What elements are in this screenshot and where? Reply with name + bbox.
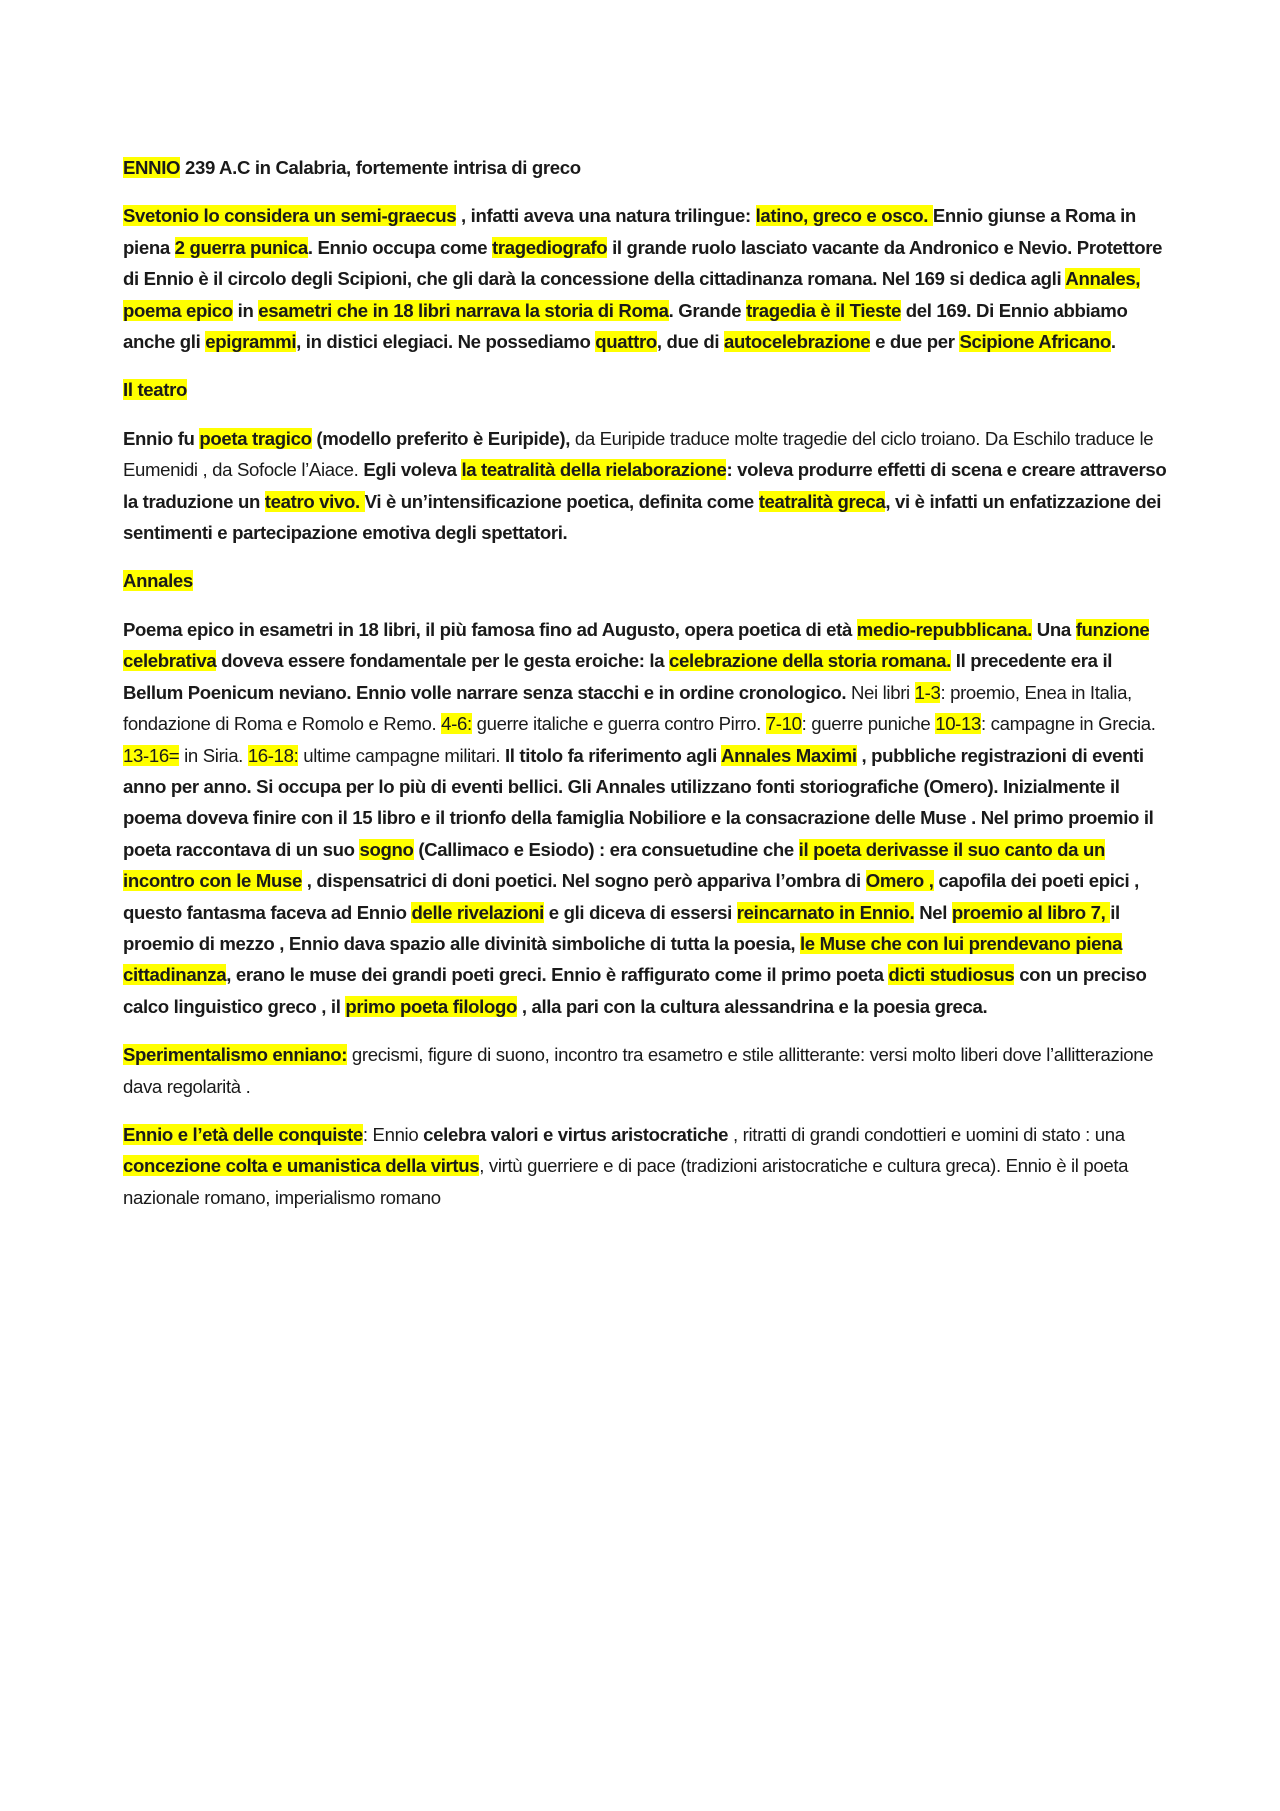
highlighted-text: Ennio e l’età delle conquiste	[123, 1123, 363, 1145]
highlighted-text: 4-6:	[441, 713, 472, 735]
text-run: Poema epico in esametri in 18 libri, il più famosa fino ad Augusto, opera poetica di età	[123, 618, 857, 640]
teatro-paragraph	[123, 423, 1173, 549]
highlighted-text: Omero ,	[865, 870, 934, 892]
text-run: . Ennio occupa come	[307, 236, 492, 258]
text-run: celebra valori e virtus aristocratiche	[423, 1123, 729, 1145]
highlighted-text: 10-13	[935, 713, 982, 735]
text-run: : Ennio	[362, 1123, 424, 1145]
highlighted-text: la teatralità della rielaborazione	[461, 459, 727, 481]
text-run: , due di	[656, 331, 724, 353]
text-run: , alla pari con la cultura alessandrina e la poesia greca.	[517, 995, 988, 1017]
highlighted-text: 2 guerra punica	[174, 236, 308, 258]
text-run: in Siria.	[179, 744, 248, 766]
text-run: , ritratti di grandi condottieri e uomini di stato : una	[728, 1123, 1125, 1145]
highlighted-text: Annales, poema epico	[123, 268, 1141, 321]
text-run: grecismi, figure di suono, incontro tra esametro e stile allitterante: versi molto liberi dove l’allitterazione dava regolarità .	[123, 1044, 1154, 1097]
text-run: : proemio, Enea in Italia, fondazione di Roma e Romolo e Remo.	[123, 681, 1132, 735]
document-page	[123, 152, 1173, 1230]
highlighted-text: proemio al libro 7,	[951, 901, 1111, 923]
highlighted-text: Svetonio lo considera un semi-graecus	[123, 205, 457, 227]
highlighted-text: dicti studiosus	[888, 964, 1015, 986]
text-run: capofila dei poeti epici , questo fantasma faceva ad Ennio	[123, 870, 1139, 923]
text-run: , in distici elegiaci. Ne possediamo	[296, 331, 596, 353]
highlighted-text: poeta tragico	[199, 427, 312, 449]
highlighted-text: 1-3	[914, 681, 941, 703]
highlighted-text: Il teatro	[123, 379, 188, 401]
highlighted-text: Scipione Africano	[959, 331, 1111, 353]
highlighted-text: le Muse che con lui prendevano piena cittadinanza	[123, 932, 1123, 986]
highlighted-text: autocelebrazione	[723, 331, 871, 353]
highlighted-text: quattro	[595, 331, 657, 353]
highlighted-text: delle rivelazioni	[411, 901, 544, 923]
text-run: Vi è un’intensificazione poetica, definita come	[364, 490, 759, 512]
highlighted-text: teatro vivo.	[264, 490, 365, 512]
text-run: , vi è infatti un enfatizzazione dei sentimenti e partecipazione emotiva degli spettatori.	[123, 490, 1162, 544]
highlighted-text: esametri che in 18 libri narrava la storia di Roma	[258, 299, 669, 321]
text-run: del 169. Di Ennio abbiamo anche gli	[123, 299, 1128, 353]
text-run: .	[1110, 331, 1116, 353]
text-run: Nel	[914, 901, 952, 923]
text-run: : voleva produrre effetti di scena e creare attraverso la traduzione un	[123, 459, 1167, 512]
highlighted-text: tragediografo	[492, 236, 608, 258]
text-run: 239 A.C in Calabria, fortemente intrisa di greco	[180, 157, 581, 178]
text-run: Una	[1031, 618, 1076, 640]
text-run: Egli voleva	[363, 459, 462, 481]
highlighted-text: Sperimentalismo enniano:	[123, 1044, 348, 1066]
text-run: , virtù guerriere e di pace (tradizioni aristocratiche e cultura greca). Ennio è il poeta nazionale romano, imperialismo romano	[123, 1155, 1129, 1208]
text-run: (Callimaco e Esiodo) : era consuetudine che	[413, 838, 799, 860]
text-run: , dispensatrici di doni poetici. Nel sogno però appariva l’ombra di	[301, 870, 866, 892]
text-run: , infatti aveva una natura trilingue:	[456, 205, 756, 227]
text-run: , erano le muse dei grandi poeti greci. Ennio è raffigurato come il primo poeta	[226, 964, 889, 986]
text-run: Nei libri	[846, 681, 915, 703]
text-run: Il titolo fa riferimento agli	[504, 744, 722, 766]
text-run: doveva essere fondamentale per le gesta eroiche: la	[216, 650, 670, 672]
text-run: (modello preferito è Euripide),	[311, 427, 571, 449]
highlighted-text: 16-18:	[247, 744, 299, 766]
heading-il-teatro	[123, 374, 1173, 405]
text-run: con un preciso calco linguistico greco , il	[123, 964, 1147, 1017]
conquiste-paragraph	[123, 1119, 1173, 1213]
highlighted-text: il poeta derivasse il suo canto da un incontro con le Muse	[123, 838, 1105, 892]
highlighted-text: tragedia è il Tieste	[746, 299, 901, 321]
highlighted-text: medio-repubblicana.	[856, 618, 1032, 640]
highlighted-text: epigrammi	[205, 331, 297, 353]
text-run: , pubbliche registrazioni di eventi anno per anno. Si occupa per lo più di eventi bellici. Gli Annales utilizzano fonti storiografiche (Omero). Inizialmente il poema doveva finire con il 15 libro e il trionfo della famiglia Nobiliore e la consacrazione delle Muse . Nel primo proemio il poeta raccontava di un suo	[123, 744, 1154, 860]
highlighted-text: teatralità greca	[758, 490, 886, 512]
highlighted-text: Annales Maximi	[721, 744, 857, 766]
text-run: guerre italiche e guerra contro Pirro.	[471, 713, 766, 735]
text-run: . Grande	[668, 299, 747, 321]
text-run: ultime campagne militari.	[298, 744, 505, 766]
text-run: e gli diceva di essersi	[543, 901, 737, 923]
heading-annales	[123, 565, 1173, 596]
text-run: il proemio di mezzo , Ennio dava spazio alle divinità simboliche di tutta la poesia,	[123, 901, 1120, 954]
text-run: Ennio giunse a Roma in piena	[123, 205, 1136, 258]
text-run: Ennio fu	[123, 427, 200, 449]
highlighted-text: sogno	[359, 838, 414, 860]
text-run: e due per	[870, 331, 960, 353]
text-run: da Euripide traduce molte tragedie del ciclo troiano. Da Eschilo traduce le Eumenidi , da Sofocle l’Aiace.	[123, 427, 1154, 481]
highlighted-text: 13-16=	[123, 744, 180, 766]
highlighted-text: funzione celebrativa	[123, 618, 1150, 672]
intro-paragraph	[123, 200, 1173, 357]
text-run: in	[232, 299, 259, 321]
title-line	[123, 152, 1173, 183]
highlighted-text: ENNIO	[123, 157, 181, 178]
highlighted-text: latino, greco e osco.	[755, 205, 933, 227]
text-run: : guerre puniche	[801, 713, 936, 735]
highlighted-text: 7-10	[765, 713, 802, 735]
text-run: : campagne in Grecia.	[981, 713, 1156, 735]
text-run: il grande ruolo lasciato vacante da Andronico e Nevio. Protettore di Ennio è il circolo degli Scipioni, che gli darà la concessione della cittadinanza romana. Nel 169 si dedica agli	[123, 236, 1163, 290]
text-run: Il precedente era il Bellum Poenicum neviano. Ennio volle narrare senza stacchi e in ordine cronologico.	[123, 650, 1113, 703]
annales-paragraph	[123, 614, 1173, 1022]
highlighted-text: reincarnato in Ennio.	[736, 901, 915, 923]
highlighted-text: primo poeta filologo	[345, 995, 518, 1017]
highlighted-text: concezione colta e umanistica della virtus	[123, 1155, 480, 1177]
highlighted-text: Annales	[123, 570, 193, 592]
sperimentalismo-paragraph	[123, 1039, 1173, 1102]
highlighted-text: celebrazione della storia romana.	[669, 650, 951, 672]
